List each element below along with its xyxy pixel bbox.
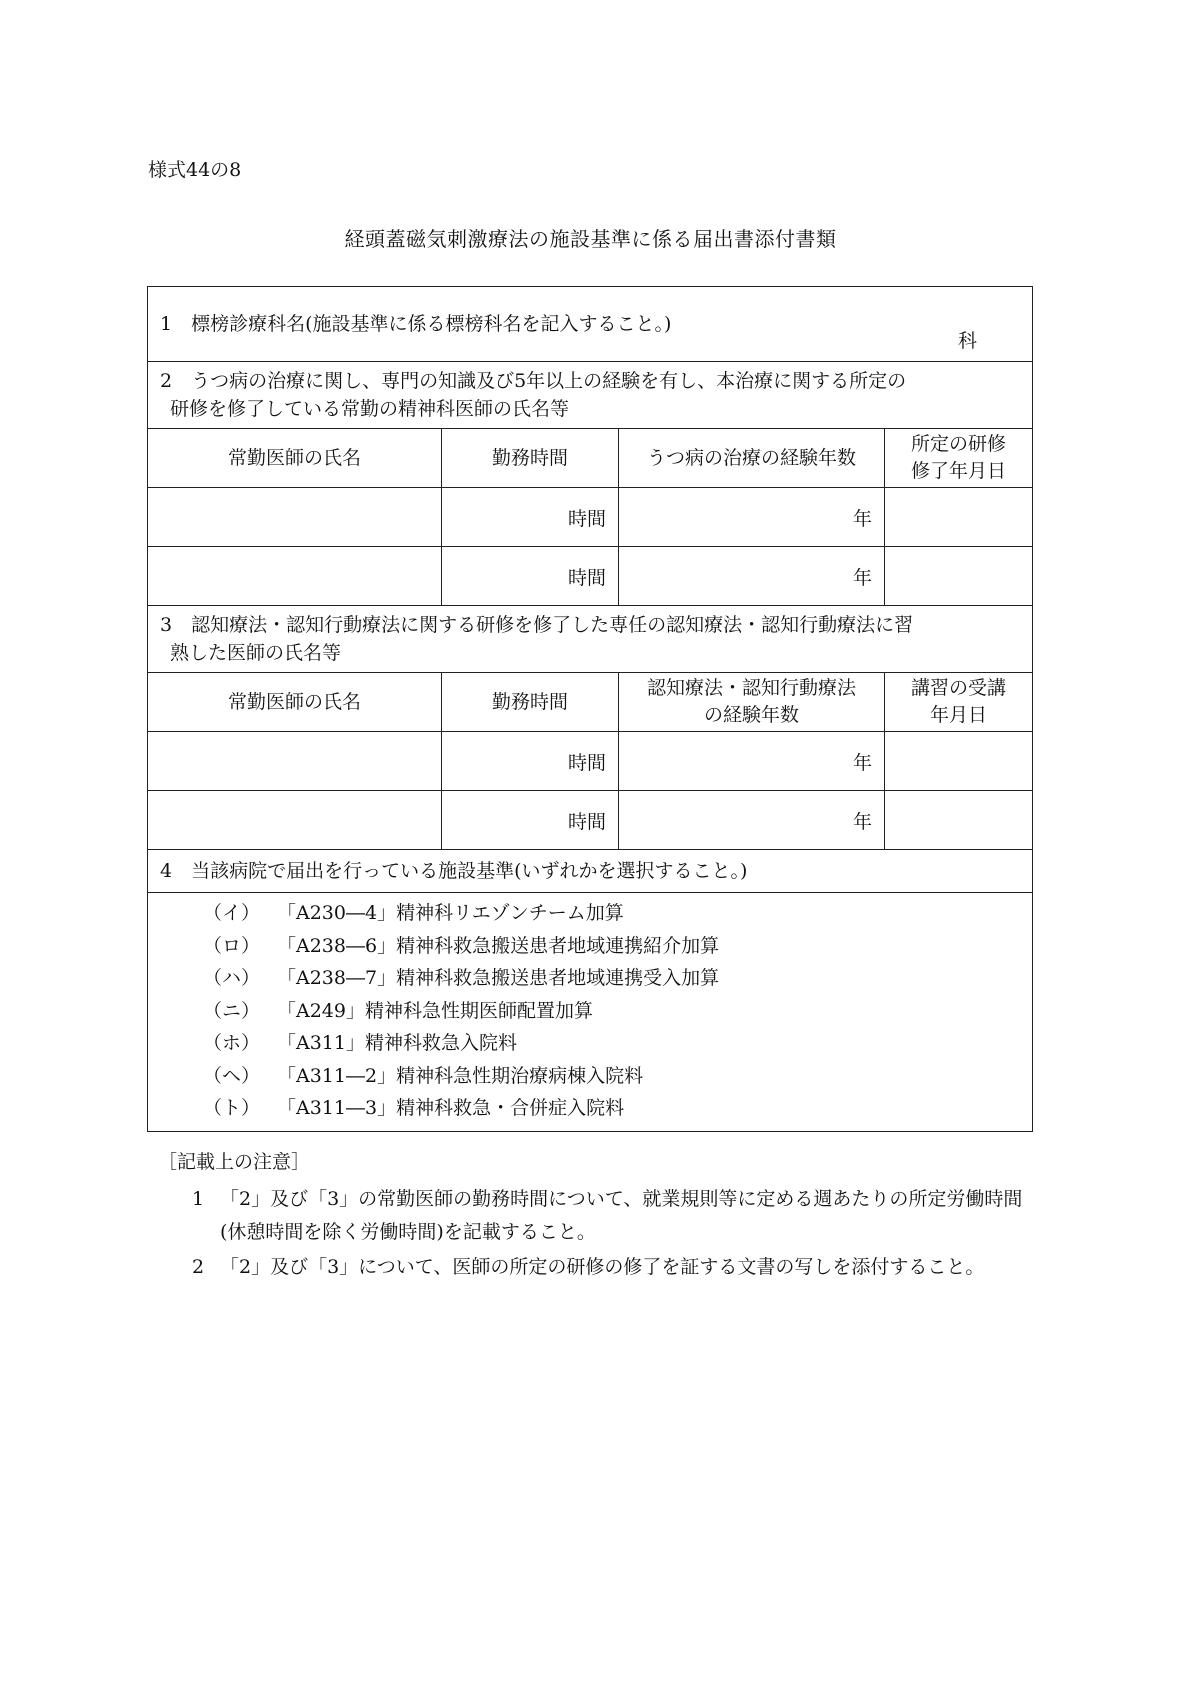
doctor-name-cell[interactable] (148, 547, 442, 606)
option-mark: （ニ） (203, 999, 261, 1022)
col-cbt-experience-years (619, 673, 885, 732)
doctor-name-cell[interactable] (148, 791, 442, 850)
option-mark: （ヘ） (203, 1064, 261, 1087)
table-row (148, 547, 1033, 606)
doctor-name-cell[interactable] (148, 732, 442, 791)
option-he[interactable] (203, 1060, 1032, 1093)
option-label: 「A238―6」精神科救急搬送患者地域連携紹介加算 (277, 934, 720, 957)
option-label: 「A249」精神科急性期医師配置加算 (277, 999, 593, 1022)
section3-heading (148, 606, 1033, 673)
option-mark: （ハ） (203, 967, 261, 989)
table-row (148, 791, 1033, 850)
option-label: 「A311―3」精神科救急・合併症入院料 (277, 1097, 625, 1119)
note-text: 「2」及び「3」の常勤医師の勤務時間について、就業規則等に定める週あたりの所定労働時間(休憩時間を除く労働時間)を記載すること。 (220, 1188, 1023, 1243)
experience-years-cell[interactable]: 年 (619, 791, 885, 850)
note-number: 2 (192, 1256, 205, 1278)
option-mark: （イ） (203, 902, 261, 924)
section3-heading-line1: 3 認知療法・認知行動療法に関する研修を修了した専任の認知療法・認知行動療法に習 (160, 614, 914, 636)
work-hours-cell[interactable]: 時間 (442, 488, 619, 547)
experience-years-cell[interactable]: 年 (619, 488, 885, 547)
col-work-hours: 勤務時間 (442, 673, 619, 732)
form-number: 様式44の8 (148, 159, 242, 181)
experience-years-cell[interactable]: 年 (619, 547, 885, 606)
col3-line1: 認知療法・認知行動療法 (646, 677, 856, 699)
table-row (148, 488, 1033, 547)
section2-heading-line2: 研修を修了している常勤の精神科医師の氏名等 (170, 398, 570, 420)
work-hours-cell[interactable]: 時間 (442, 791, 619, 850)
document-title: 経頭蓋磁気刺激療法の施設基準に係る届出書添付書類 (344, 227, 837, 251)
section2-heading-line1: 2 うつ病の治療に関し、専門の知識及び5年以上の経験を有し、本治療に関する所定の (160, 370, 907, 392)
section2-heading (148, 362, 1033, 429)
completion-date-cell[interactable] (885, 488, 1033, 547)
work-hours-cell[interactable]: 時間 (442, 547, 619, 606)
section1-department[interactable] (148, 287, 1033, 362)
option-ni[interactable] (203, 995, 1032, 1028)
note-text: 「2」及び「3」について、医師の所定の研修の修了を証する文書の写しを添付すること。 (220, 1256, 985, 1278)
option-ha[interactable] (203, 962, 1032, 995)
option-label: 「A238―7」精神科救急搬送患者地域連携受入加算 (277, 967, 720, 989)
option-label: 「A311―2」精神科急性期治療病棟入院料 (277, 1064, 644, 1087)
department-suffix: 科 (958, 330, 978, 352)
option-mark: （ホ） (203, 1032, 261, 1054)
option-mark: （ロ） (203, 934, 261, 957)
note-item (190, 1251, 1040, 1284)
col4-line2: 年月日 (930, 704, 988, 726)
option-ho[interactable] (203, 1027, 1032, 1060)
notes-list (190, 1183, 1040, 1286)
col-course-attendance-date (885, 673, 1033, 732)
col-doctor-name: 常勤医師の氏名 (148, 429, 442, 488)
col4-line1: 所定の研修 (911, 433, 1007, 455)
option-i[interactable] (203, 897, 1032, 930)
note-number: 1 (192, 1188, 205, 1210)
section4-heading: 4 当該病院で届出を行っている施設基準(いずれかを選択すること。) (148, 850, 1033, 893)
col-training-completion-date (885, 429, 1033, 488)
option-label: 「A311」精神科救急入院料 (277, 1032, 517, 1054)
col3-line2: の経験年数 (703, 704, 799, 726)
col4-line1: 講習の受講 (911, 677, 1007, 699)
col-depression-experience-years: うつ病の治療の経験年数 (619, 429, 885, 488)
option-mark: （ト） (203, 1097, 261, 1119)
section3-heading-line2: 熟した医師の氏名等 (170, 642, 342, 664)
notification-form-table (147, 286, 1033, 1132)
work-hours-cell[interactable]: 時間 (442, 732, 619, 791)
doctor-name-cell[interactable] (148, 488, 442, 547)
completion-date-cell[interactable] (885, 547, 1033, 606)
option-label: 「A230―4」精神科リエゾンチーム加算 (277, 902, 624, 924)
attendance-date-cell[interactable] (885, 732, 1033, 791)
col4-line2: 修了年月日 (911, 460, 1007, 482)
attendance-date-cell[interactable] (885, 791, 1033, 850)
section1-heading: 1 標榜診療科名(施設基準に係る標榜科名を記入すること。) (160, 313, 672, 335)
col-doctor-name: 常勤医師の氏名 (148, 673, 442, 732)
option-ro[interactable] (203, 930, 1032, 963)
col-work-hours: 勤務時間 (442, 429, 619, 488)
facility-standard-options (148, 893, 1033, 1132)
option-to[interactable] (203, 1092, 1032, 1125)
experience-years-cell[interactable]: 年 (619, 732, 885, 791)
notes-heading: ［記載上の注意］ (158, 1151, 311, 1173)
table-row (148, 732, 1033, 791)
note-item (190, 1183, 1040, 1249)
